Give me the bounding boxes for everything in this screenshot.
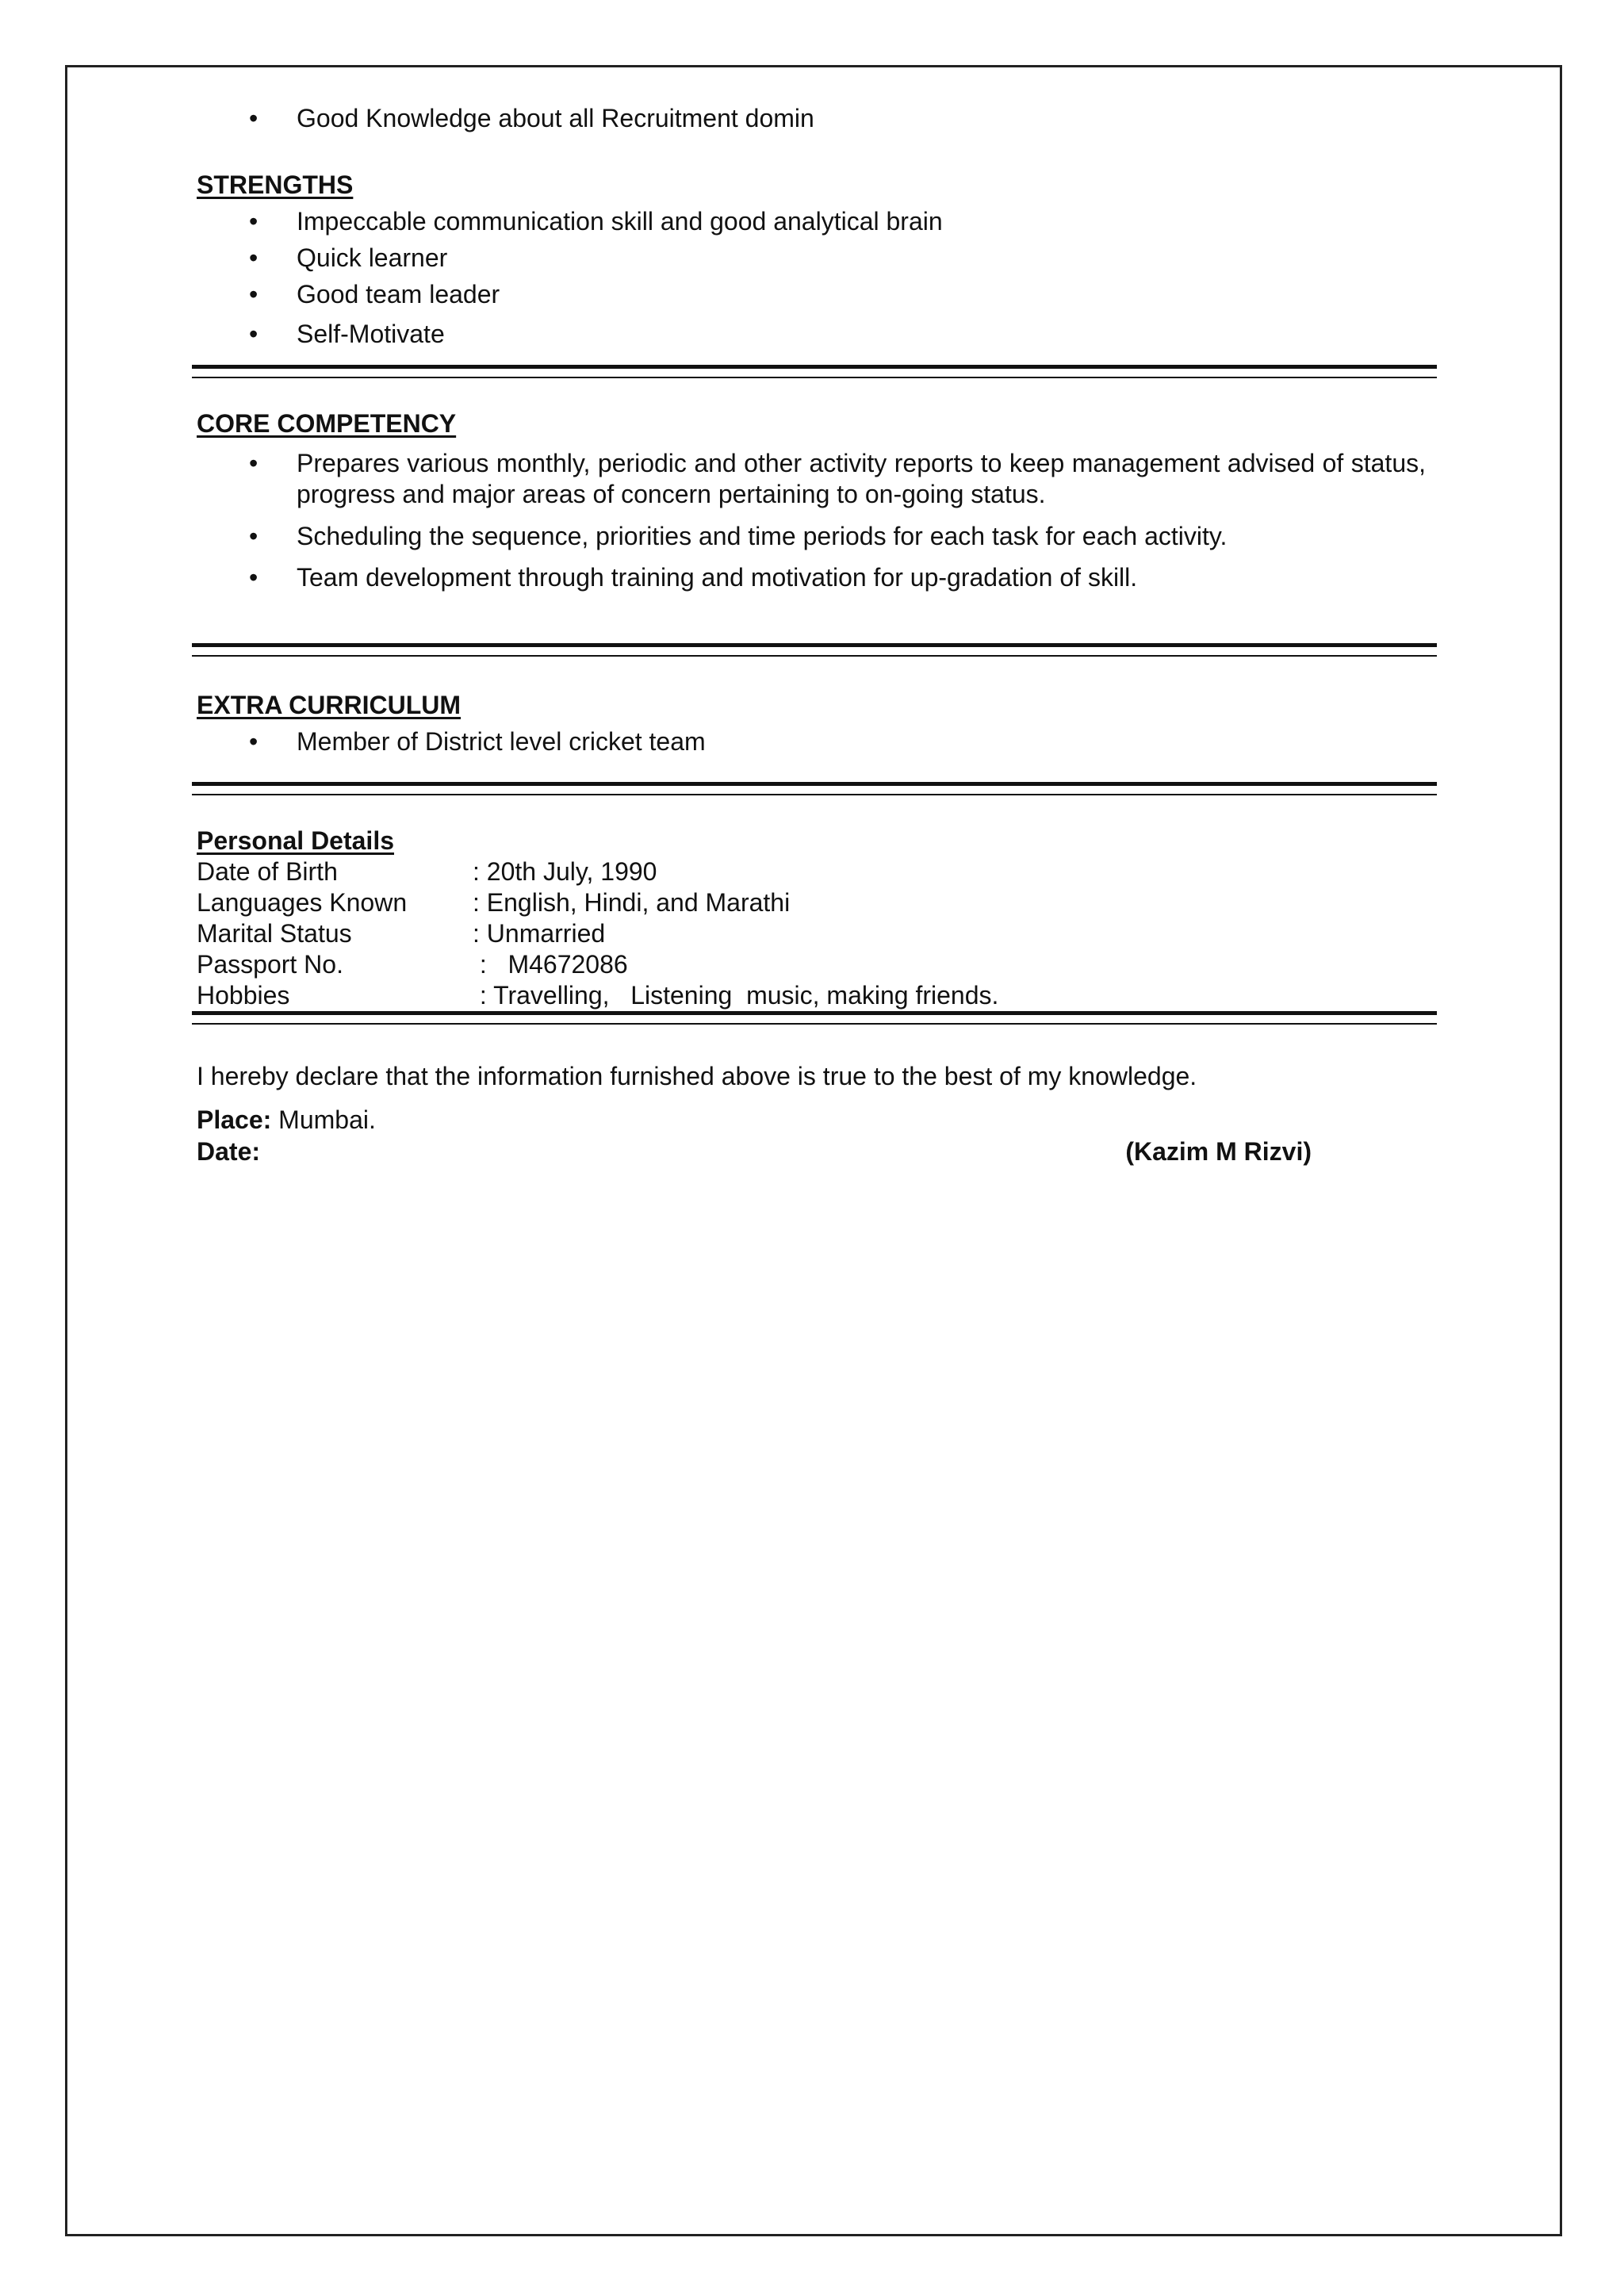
list-item xyxy=(197,241,1438,274)
detail-label: Passport No. xyxy=(197,950,343,979)
list-item xyxy=(197,278,1438,311)
date-label: Date: xyxy=(197,1137,261,1166)
list-item-text: Scheduling the sequence, priorities and time periods for each task for each activity. xyxy=(297,522,1228,550)
detail-value: : M4672086 xyxy=(473,950,628,979)
detail-value: : Travelling, Listening music, making friends. xyxy=(473,981,999,1010)
list-item-text: Good team leader xyxy=(297,280,500,308)
core-competency-list xyxy=(197,448,1426,594)
signature: (Kazim M Rizvi) xyxy=(1125,1137,1312,1166)
list-item-text: Prepares various monthly, periodic and other activity reports to keep management advised of status, progress and major areas of concern pertaining to on-going status. xyxy=(297,449,1426,508)
extra-curriculum-list xyxy=(197,725,1438,758)
bullet-icon: • xyxy=(249,449,259,477)
personal-details-table xyxy=(197,856,1438,1011)
bullet-icon: • xyxy=(249,243,259,272)
date-signature-line xyxy=(197,1136,1312,1167)
list-item xyxy=(197,519,1426,553)
detail-label: Marital Status xyxy=(197,919,352,948)
bullet-icon: • xyxy=(249,280,259,308)
list-item-text: Quick learner xyxy=(297,243,448,272)
list-item-text: Member of District level cricket team xyxy=(297,727,706,756)
intro-list xyxy=(197,102,1438,135)
extra-curriculum-title: EXTRA CURRICULUM xyxy=(197,691,462,719)
place-line xyxy=(197,1104,1438,1136)
detail-value: : Unmarried xyxy=(473,919,606,948)
strengths-list xyxy=(197,205,1438,351)
resume-content xyxy=(197,94,1438,1167)
section-divider xyxy=(192,643,1437,657)
list-item xyxy=(197,102,1438,135)
table-row xyxy=(197,980,1438,1011)
list-item-text: Self-Motivate xyxy=(297,320,445,348)
bullet-icon: • xyxy=(249,207,259,236)
detail-label: Languages Known xyxy=(197,888,408,917)
personal-details-title: Personal Details xyxy=(197,826,394,855)
list-item xyxy=(197,205,1438,238)
section-divider xyxy=(192,1011,1437,1025)
detail-label: Hobbies xyxy=(197,981,290,1010)
bullet-icon: • xyxy=(249,522,259,550)
declaration-text: I hereby declare that the information furnished above is true to the best of my knowledge. xyxy=(197,1062,1197,1090)
list-item xyxy=(197,448,1426,510)
section-divider xyxy=(192,365,1437,378)
list-item xyxy=(197,725,1438,758)
table-row xyxy=(197,856,1438,887)
list-item-text: Team development through training and motivation for up-gradation of skill. xyxy=(297,563,1138,592)
detail-value: : English, Hindi, and Marathi xyxy=(473,888,791,917)
list-item xyxy=(197,317,1438,351)
core-competency-title: CORE COMPETENCY xyxy=(197,409,457,438)
section-divider xyxy=(192,782,1437,795)
bullet-icon: • xyxy=(249,727,259,756)
detail-value: : 20th July, 1990 xyxy=(473,857,657,886)
list-item-text: Good Knowledge about all Recruitment domin xyxy=(297,104,814,132)
bullet-icon: • xyxy=(249,563,259,592)
table-row xyxy=(197,918,1438,949)
table-row xyxy=(197,887,1438,918)
detail-label: Date of Birth xyxy=(197,857,338,886)
list-item-text: Impeccable communication skill and good analytical brain xyxy=(297,207,943,236)
bullet-icon: • xyxy=(249,104,259,132)
list-item xyxy=(197,561,1426,594)
place-value: Mumbai. xyxy=(271,1105,376,1134)
place-label: Place: xyxy=(197,1105,272,1134)
table-row xyxy=(197,949,1438,980)
strengths-title: STRENGTHS xyxy=(197,170,354,199)
bullet-icon: • xyxy=(249,320,259,348)
